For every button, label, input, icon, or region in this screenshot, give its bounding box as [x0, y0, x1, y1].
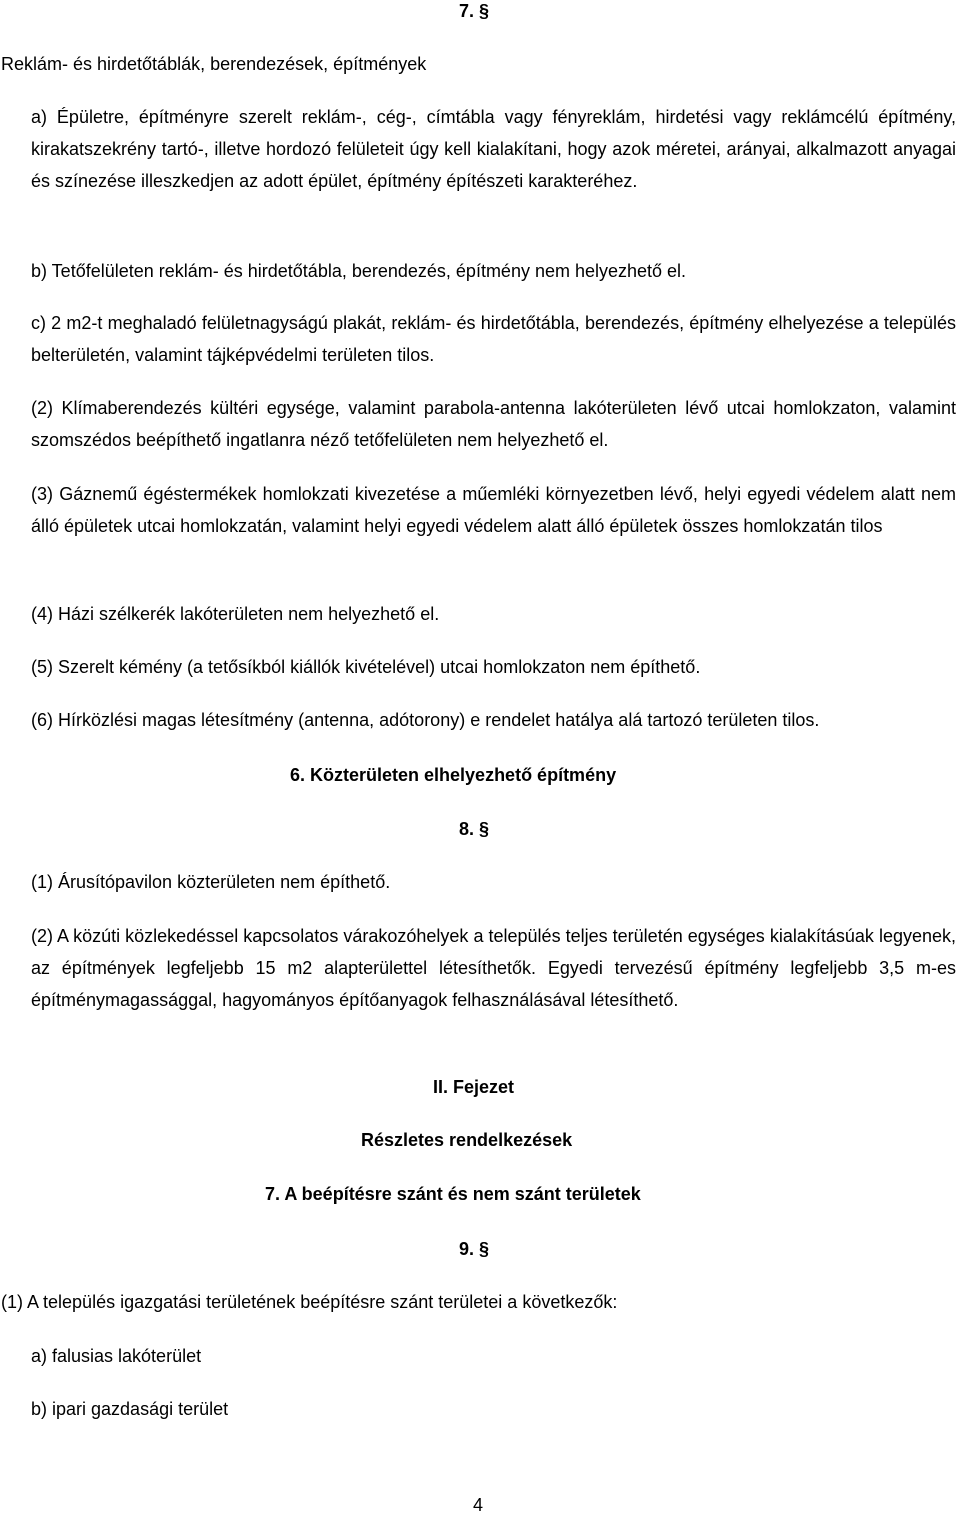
- section-9-item-b: b) ipari gazdasági terület: [31, 1399, 229, 1419]
- paragraph-a: a) Épületre, építményre szerelt reklám-, cég-, címtábla vagy fényreklám, hirdetési vagy reklámcélú építmény, kirakatszekrény tartó-, illetve hordozó felületeit úgy kell kialakítani, hogy azok méretei, arányai, alkalmazott anyagai és színezése illeszkedjen az adott épület, építmény építészeti karakteréhez.: [31, 107, 956, 191]
- part-heading: II. Fejezet: [433, 1077, 515, 1097]
- page-number: 4: [473, 1495, 484, 1515]
- section-title: Reklám- és hirdetőtáblák, berendezések, építmények: [1, 54, 427, 74]
- paragraph-3: (3) Gáznemű égéstermékek homlokzati kivezetése a műemléki környezetben lévő, helyi egyedi védelem alatt nem álló épületek utcai homlokzatán, valamint helyi egyedi védelem alatt álló épületek összes homlokzatán tilos: [31, 484, 956, 536]
- part-subheading: Részletes rendelkezések: [361, 1130, 573, 1150]
- section-7-heading: 7. §: [459, 1, 490, 21]
- section-8-heading: 8. §: [459, 819, 490, 839]
- paragraph-c: c) 2 m2-t meghaladó felületnagyságú plakát, reklám- és hirdetőtábla, berendezés, építmény elhelyezése a település belterületén, valamint tájképvédelmi területen tilos.: [31, 313, 956, 365]
- section-9-paragraph-1: (1) A település igazgatási területének beépítésre szánt területei a következők:: [1, 1292, 618, 1312]
- chapter-7-heading: 7. A beépítésre szánt és nem szánt területek: [265, 1184, 641, 1204]
- section-8-paragraph-2: (2) A közúti közlekedéssel kapcsolatos várakozóhelyek a település teljes területén egységes kialakításúak legyenek, az építmények legfeljebb 15 m2 alapterülettel létesíthetők. Egyedi tervezésű építmény legfeljebb 3,5 m-es építménymagassággal, hagyományos építőanyagok felhasználásával létesíthető.: [31, 926, 956, 1010]
- section-9-heading: 9. §: [459, 1239, 490, 1259]
- chapter-6-heading: 6. Közterületen elhelyezhető építmény: [290, 765, 617, 785]
- paragraph-b: b) Tetőfelületen reklám- és hirdetőtábla, berendezés, építmény nem helyezhető el.: [31, 261, 687, 281]
- section-8-paragraph-1: (1) Árusítópavilon közterületen nem építhető.: [31, 872, 391, 892]
- paragraph-2: (2) Klímaberendezés kültéri egysége, valamint parabola-antenna lakóterületen lévő utcai homlokzaton, valamint szomszédos beépíthető ingatlanra néző tetőfelületen nem helyezhető el.: [31, 398, 956, 450]
- paragraph-6: (6) Hírközlési magas létesítmény (antenna, adótorony) e rendelet hatálya alá tartozó területen tilos.: [31, 710, 820, 730]
- section-9-item-a: a) falusias lakóterület: [31, 1346, 202, 1366]
- paragraph-5: (5) Szerelt kémény (a tetősíkból kiállók kivételével) utcai homlokzaton nem építhető.: [31, 657, 701, 677]
- paragraph-4: (4) Házi szélkerék lakóterületen nem helyezhető el.: [31, 604, 440, 624]
